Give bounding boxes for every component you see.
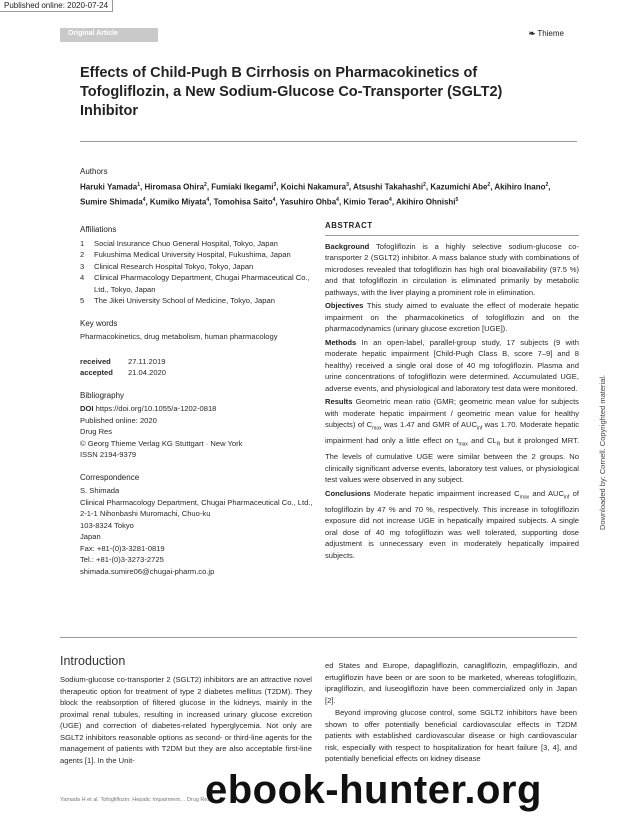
authors-list [80, 179, 580, 208]
correspondence-line: S. Shimada [80, 486, 120, 495]
intro-paragraph-1: Sodium-glucose co-transporter 2 (SGLT2) inhibitors are an attractive novel therapeutic option for treatment of type 2 diabetes mellitus (T2DM). They block the reabsorption of filtered glucose in the kidneys, mainly in the proximal renal tubules, resulting in increased urinary glucose excretion (UGE) and correction of diabetes-related hyperglycemia. Not only are SGLT2 inhibitors reasonable options as second- or third-line agents for the management of patients with T2DM but they are also acceptable first-line agents [1]. In the Unit- [60, 675, 312, 765]
affiliation-text: Clinical Research Hospital Tokyo, Tokyo, Japan [94, 261, 254, 271]
site-watermark: ebook-hunter.org [205, 768, 542, 812]
author-name: Kazumichi Abe [430, 182, 488, 192]
results-text-d: and CL [467, 436, 497, 446]
author-name: Haruki Yamada [80, 182, 138, 192]
published-online-label: Published online: 2020-07-24 [0, 0, 113, 12]
author-separator: , [490, 182, 495, 192]
accepted-label: accepted [80, 368, 113, 377]
conclusions-sub-max: max [519, 494, 530, 501]
author-separator: , [140, 182, 145, 192]
affiliation-number: 4 [80, 273, 85, 282]
abstract-methods [325, 337, 579, 395]
results-sub-inf: inf [476, 425, 483, 432]
author-separator: , [209, 197, 214, 207]
bibliography-heading: Bibliography [80, 390, 125, 400]
correspondence-line: Tel.: +81-(0)3-3273-2725 [80, 555, 164, 564]
results-label: Results [325, 397, 353, 406]
abstract-column [325, 220, 579, 563]
conclusions-text-c: of tofogliflozin by 47 % and 70 %, respectively. This increase in tofogliflozin exposure did not increase UGE in hepatically impaired subjects. A single oral dose of 40 mg tofogliflozin was well tolerated, supporting dose adjustment is unnecessary even in moderately hepatically impaired subjects. [325, 488, 579, 560]
dates-block [80, 356, 315, 379]
background-label: Background [325, 241, 370, 251]
author-affiliation-mark: 3 [346, 182, 349, 188]
author-affiliation-mark: 3 [273, 182, 277, 188]
results-text-b: was 1.47 and GMR of AUC [381, 420, 477, 429]
author-separator: , [275, 197, 280, 207]
methods-text: In an open-label, parallel-group study, 17 subjects (9 with moderate hepatic impairment [Child-Pugh Class B, score 7–9] and 8 healthy) received a single oral dose of 40 mg tofogliflozin. Plasma and urine concentrations of tofogliflozin were determined. Accumulated UGE, adverse events, and physiological and laboratory test data were monitored. [325, 337, 579, 393]
article-title: Effects of Child-Pugh B Cirrhosis on Pharmacokinetics of Tofogliflozin, a New Sodium-Glucose Co-Transporter (SGLT2) Inhibitor [80, 65, 503, 119]
publisher-logo [529, 29, 564, 38]
author-separator: , [548, 182, 551, 192]
author-name: Koichi Nakamura [280, 182, 347, 192]
intro-paragraph-2: ed States and Europe, dapagliflozin, canagliflozin, empagliflozin, and ertugliflozin have been or are soon to be marketed, whereas tofogliflozin, ipragliflozin, and luseogliflozin have been commercialized only in Japan [2]. [325, 661, 577, 705]
page-footer: Yamada H et al. Tofogliflozin: Hepatic Impairment… Drug Res [60, 797, 211, 803]
correspondence-heading: Correspondence [80, 472, 140, 482]
conclusions-label: Conclusions [325, 488, 371, 498]
author-name: Sumire Shimada [80, 197, 143, 207]
affiliation-item [80, 261, 315, 273]
correspondence-line: Clinical Pharmacology Department, Chugai Pharmaceutical Co., Ltd., [80, 497, 313, 507]
title-divider [80, 141, 577, 142]
publisher-name: Thieme [537, 29, 564, 38]
conclusions-sub-inf: inf [564, 494, 570, 501]
author-affiliation-mark: 2 [487, 182, 491, 188]
body-column-right [325, 660, 577, 766]
published-online: Published online: 2020 [80, 415, 157, 425]
affiliation-text: Fukushima Medical University Hospital, Fukushima, Japan [94, 250, 291, 259]
abstract-results [325, 396, 579, 486]
conclusions-text-a: Moderate hepatic impairment increased C [373, 488, 520, 498]
author-affiliation-mark: 2 [423, 182, 426, 188]
introduction-heading: Introduction [60, 654, 126, 668]
methods-label: Methods [325, 337, 357, 347]
affiliation-item [80, 249, 315, 261]
author-affiliation-mark: 4 [206, 196, 210, 203]
author-name: Akihiro Inano [494, 182, 546, 192]
objectives-text: This study aimed to evaluate the effect of moderate hepatic impairment on the pharmacokinetics of tofogliflozin and on the pharmacodynamics (urinary glucose excretion [UGE]). [325, 301, 579, 333]
correspondence-address [80, 485, 315, 577]
affiliation-number: 2 [80, 250, 85, 259]
results-sub-tmax: max [458, 441, 468, 448]
objectives-label: Objectives [325, 301, 364, 310]
journal-name: Drug Res [80, 427, 113, 436]
abstract-divider [325, 235, 579, 236]
results-text-e: but it prolonged MRT. The levels of cumulative UGE were similar between the 2 groups. No clinically significant adverse events, laboratory test values, or physiological test values were observed in any subject. [325, 436, 579, 485]
keywords-text: Pharmacokinetics, drug metabolism, human pharmacology [80, 332, 278, 341]
correspondence-line: 103-8324 Tokyo [80, 520, 134, 530]
affiliations-heading: Affiliations [80, 225, 117, 234]
affiliation-item [80, 272, 315, 295]
abstract-heading: ABSTRACT [325, 221, 373, 230]
author-separator: , [425, 182, 431, 192]
doi-link[interactable]: https://doi.org/10.1055/a-1202-0818 [95, 404, 217, 413]
results-text-a: Geometric mean ratio (GMR; geometric mean value for subjects with moderate hepatic impairment / geometric mean value for healthy subjects) of C [325, 397, 579, 429]
affiliation-text: Clinical Pharmacology Department, Chugai Pharmaceutical Co., Ltd., Tokyo, Japan [94, 273, 310, 294]
accepted-date: 21.04.2020 [128, 368, 167, 377]
author-affiliation-mark: 4 [142, 196, 146, 203]
abstract-background [325, 241, 579, 299]
affiliation-text: Social Insurance Chuo General Hospital, Tokyo, Japan [94, 238, 278, 248]
correspondence-line: Japan [80, 532, 101, 541]
abstract-objectives [325, 300, 579, 335]
author-separator: , [145, 197, 150, 207]
author-affiliation-mark: 2 [204, 182, 207, 188]
affiliation-text: The Jikei University School of Medicine, Tokyo, Japan [94, 296, 275, 305]
received-date: 27.11.2019 [128, 356, 166, 366]
author-affiliation-mark: 1 [137, 182, 140, 188]
copyright-line: © Georg Thieme Verlag KG Stuttgart · New York [80, 438, 243, 448]
body-column-left [60, 674, 312, 767]
affiliations-list [80, 238, 315, 307]
author-name: Atsushi Takahashi [353, 182, 424, 192]
authors-heading: Authors [80, 167, 108, 176]
results-sub-max: max [372, 425, 382, 432]
affiliation-item [80, 238, 315, 250]
author-affiliation-mark: 5 [455, 196, 459, 203]
intro-divider [60, 637, 577, 638]
author-separator: , [391, 197, 396, 207]
affiliation-number: 3 [80, 261, 85, 271]
download-watermark [598, 300, 608, 540]
author-name: Fumiaki Ikegami [211, 182, 274, 192]
doi-label: DOI [80, 404, 94, 413]
doi-line [80, 403, 315, 415]
affiliation-number: 1 [80, 238, 85, 248]
author-separator: , [338, 197, 344, 207]
author-name: Kimio Terao [343, 197, 390, 207]
author-separator: , [206, 182, 212, 192]
thieme-logo-icon: ❧ [528, 29, 536, 38]
abstract-conclusions [325, 488, 579, 562]
author-name: Tomohisa Saito [213, 197, 273, 207]
results-sub-r: R [496, 441, 501, 448]
affiliation-number: 5 [80, 296, 85, 305]
received-label: received [80, 356, 111, 366]
author-name: Yasuhiro Ohba [279, 197, 337, 207]
author-affiliation-mark: 4 [336, 196, 339, 203]
affiliation-item [80, 295, 315, 307]
author-name: Akihiro Ohnishi [395, 197, 456, 207]
author-name: Hiromasa Ohira [144, 182, 205, 192]
conclusions-text-b: and AUC [529, 488, 565, 498]
author-affiliation-mark: 2 [545, 182, 549, 188]
correspondence-email[interactable]: shimada.sumire06@chugai-pharm.co.jp [80, 566, 215, 576]
correspondence-line: 2-1-1 Nihonbashi Muromachi, Chuo-ku [80, 509, 211, 518]
author-affiliation-mark: 4 [389, 196, 392, 203]
download-watermark-text: Downloaded by: Cornell. Copyrighted material. [598, 374, 607, 530]
results-text-c: was 1.70. Moderate hepatic impairment had only a little effect on t [325, 420, 579, 446]
issn-line: ISSN 2194-9379 [80, 450, 137, 459]
author-name: Kumiko Miyata [149, 197, 207, 207]
keywords-heading: Key words [80, 318, 118, 328]
correspondence-line: Fax: +81-(0)3-3281-0819 [80, 543, 165, 553]
intro-paragraph-3: Beyond improving glucose control, some SGLT2 inhibitors have been shown to offer potentially beneficial cardiovascular effects in T2DM patients with established cardiovascular disease or high cardiovascular risk, especially with respect to hospitalization for heart failure [3, 4], and potentially beneficial effects on kidney disease [325, 708, 577, 763]
article-info-column [80, 224, 315, 577]
author-separator: , [348, 182, 354, 192]
author-separator: , [276, 182, 281, 192]
article-type-label: Original Article [68, 30, 118, 37]
author-affiliation-mark: 4 [272, 196, 276, 203]
background-text: Tofogliflozin is a highly selective sodium-glucose co-transporter 2 (SGLT2) inhibitor. A mass balance study with combinations of microdoses revealed that tofogliflozin has high oral bioavailability (97.5 %) and that tofogliflozin in circulation is eliminated primarily by metabolic pathways, with the liver playing a prominent role in elimination. [325, 241, 579, 297]
